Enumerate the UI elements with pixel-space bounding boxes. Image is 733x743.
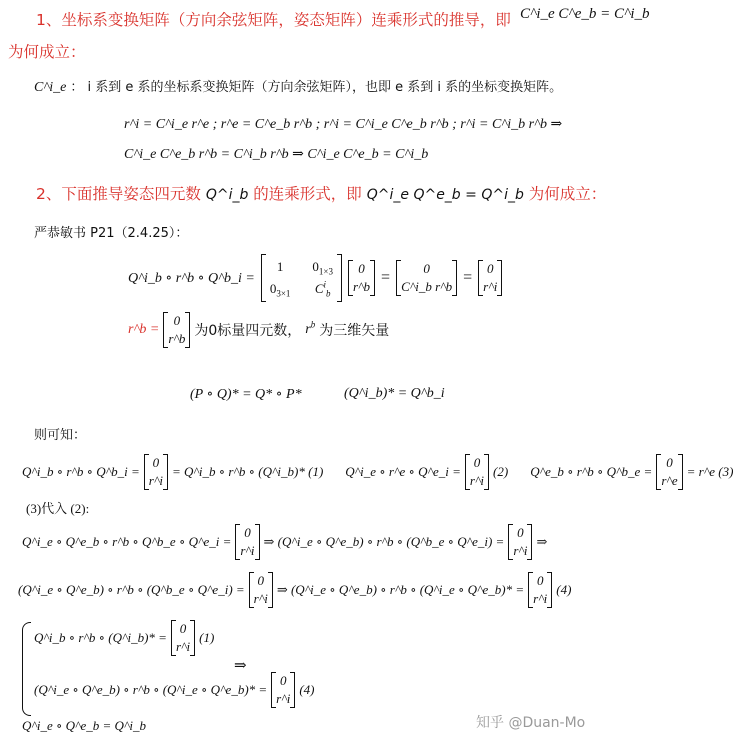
section1-title: [36, 8, 511, 30]
derivation-line-2: (Q^i_e ∘ Q^e_b) ∘ r^b ∘ (Q^b_e ∘ Q^e_i) = 0 r^i ⇒ (Q^i_e ∘ Q^e_b) ∘ r^b ∘ (Q^i_e ∘ Q^e_b)* = 0 r^i (4): [18, 573, 572, 606]
matrix-equation-lhs: Q^i_b ∘ r^b ∘ Q^b_i =: [128, 270, 255, 286]
system-eq-1: Q^i_b ∘ r^b ∘ (Q^i_b)* = 0 r^i (1): [34, 621, 215, 654]
definition-symbol: C^i_e: [34, 80, 67, 95]
definition-line: [34, 76, 562, 96]
watermark: 知乎 @Duan-Mo: [476, 715, 586, 731]
final-result: Q^i_e ∘ Q^e_b = Q^i_b: [22, 718, 147, 733]
derivation-line-1: Q^i_e ∘ Q^e_b ∘ r^b ∘ Q^b_e ∘ Q^e_i = 0 r^i ⇒ (Q^i_e ∘ Q^e_b) ∘ r^b ∘ (Q^b_e ∘ Q^e_i) = 0 r^i ⇒: [22, 525, 548, 558]
rb-note: r^b = 0 r^b 为0标量四元数， $r^b$ 为三维矢量: [128, 313, 390, 346]
vector-r-b: 0 r^b: [348, 260, 375, 296]
equations-1-2-3: Q^i_b ∘ r^b ∘ Q^b_i = 0 r^i = Q^i_b ∘ r^b ∘ (Q^i_b)* (1) Q^i_e ∘ r^e ∘ Q^e_i = 0 r^i (2) Q^e_b ∘ r^b ∘ Q^b_e = 0 r^e = r^e (3): [22, 455, 733, 488]
system-brace: [22, 622, 31, 716]
conjugate-identity: (Q^i_b)* = Q^b_i: [344, 386, 445, 401]
section1-title-text: 1、坐标系变换矩阵（方向余弦矩阵，姿态矩阵）连乘形式的推导，即: [36, 11, 511, 29]
system-implies-arrow: ⇒: [234, 658, 247, 674]
definition-text: ： i 系到 e 系的坐标系变换矩阵（方向余弦矩阵），也即 e 系到 i 系的坐标变换矩阵。: [70, 80, 563, 95]
vector-r-i: 0 r^i: [478, 260, 502, 296]
vector-C-r: 0 C^i_b r^b: [396, 260, 457, 296]
equation-chain-2: C^i_e C^e_b r^b = C^i_b r^b ⇒ C^i_e C^e_b = C^i_b: [124, 147, 429, 162]
then-line: 则可知：: [34, 428, 87, 443]
conjugate-rule: (P ∘ Q)* = Q* ∘ P*: [190, 387, 302, 402]
section1-title-tail: 为何成立：: [8, 43, 86, 61]
system-eq-2: (Q^i_e ∘ Q^e_b) ∘ r^b ∘ (Q^i_e ∘ Q^e_b)* = 0 r^i (4): [34, 673, 315, 706]
section1-title-formula: C^i_e C^e_b = C^i_b: [520, 6, 650, 22]
equation-chain-1: r^i = C^i_e r^e ; r^e = C^e_b r^b ; r^i = C^i_e C^e_b r^b ; r^i = C^i_b r^b ⇒: [124, 117, 563, 132]
section2-title: 2、下面推导姿态四元数 Q^i_b 的连乘形式，即 Q^i_e Q^e_b = Q^i_b 为何成立：: [36, 185, 607, 203]
reference-line: 严恭敏书 P21（2.4.25）：: [34, 226, 189, 241]
matrix-equation: Q^i_b ∘ r^b ∘ Q^b_i = 1 $0_{1\times 3}$ $0_{3\times 1}$ $C^i_b$ 0 r^b = 0 C^i_b r^b = 0 r^i: [128, 254, 502, 302]
substitution-line: (3)代入 (2):: [26, 501, 90, 516]
rotation-matrix: 1 $0_{1\times 3}$ $0_{3\times 1}$ $C^i_b$: [261, 254, 342, 302]
